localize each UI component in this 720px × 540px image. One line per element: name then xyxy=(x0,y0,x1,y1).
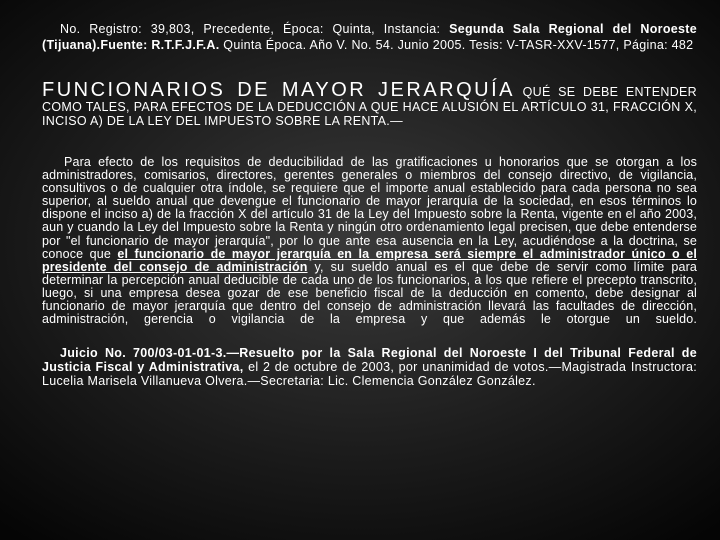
tesis-body-part2: y, su sueldo anual es el que debe de servir como límite para determinar la percepción anual deducible de cada uno de los funcionarios, a los que refiere el precepto transcrito, luego, si una empresa desea gozar de ese beneficio fiscal de la deducción en comento, debe designar al funcionario de mayor jerarquía que dentro del consejo de administración llevará las facultades de dirección, administración, gerencia o vigilancia de la empresa y que además le otorgue un sueldo. xyxy=(42,259,698,327)
slide-content xyxy=(42,22,697,388)
registro-text: No. Registro: 39,803, Precedente, Época: Quinta, Instancia: xyxy=(60,22,450,36)
tesis-body-part1: Para efecto de los requisitos de deducibilidad de las gratificaciones u honorarios que se otorgan a los administradores, comisarios, directores, gerentes generales o miembros del consejo directivo, de vigilancia, consultivos o de cualquier otra índole, se requiere que el importe anual establecido para cada persona no sea superior, al sueldo anual que devengue el funcionario de mayor jerarquía de la sociedad, en esos términos lo dispone el inciso a) de la fracción X del artículo 31 de la Ley del Impuesto sobre la Renta, vigente en el año 2003, aun y cuando la Ley del Impuesto sobre la Renta y ningún otro ordenamiento legal precisen, que debe entenderse por "el funcionario de mayor jerarquía", por lo que ante esa ausencia en la Ley, acudiéndose a la doctrina, se conoce que xyxy=(42,155,697,261)
juicio-bold: Juicio No. 700/03-01-01-3.—Resuelto por la Sala Regional del Noroeste I del Tribunal Federal de Justicia Fiscal y Administrativa, xyxy=(42,346,697,375)
tesis-body-underlined: el funcionario de mayor jerarquía en la empresa será siempre el administrador único o el presidente del consejo de administración xyxy=(42,246,697,274)
tesis-subtitle: QUÉ SE DEBE ENTENDER COMO TALES, PARA EFECTOS DE LA DEDUCCIÓN A QUE HACE ALUSIÓN EL ARTÍCULO 31, FRACCIÓN X, INCISO A) DE LA LEY DEL IMPUESTO SOBRE LA RENTA.— xyxy=(42,85,697,128)
tesis-heading xyxy=(42,80,697,128)
registro-sala-fuente: Segunda Sala Regional del Noroeste (Tijuana).Fuente: R.T.F.J.F.A. xyxy=(42,22,697,52)
juicio-details: el 2 de octubre de 2003, por unanimidad de votos.—Magistrada Instructora: Lucelia Marisela Villanueva Olvera.—Secretaria: Lic. Clemencia González González. xyxy=(42,360,697,389)
tesis-body xyxy=(42,156,697,326)
tesis-title: FUNCIONARIOS DE MAYOR JERARQUÍA xyxy=(42,79,516,101)
juicio-precedent xyxy=(42,346,697,388)
registro-paragraph xyxy=(42,22,697,53)
registro-details: Quinta Época. Año V. No. 54. Junio 2005. Tesis: V-TASR-XXV-1577, Página: 482 xyxy=(219,37,694,52)
